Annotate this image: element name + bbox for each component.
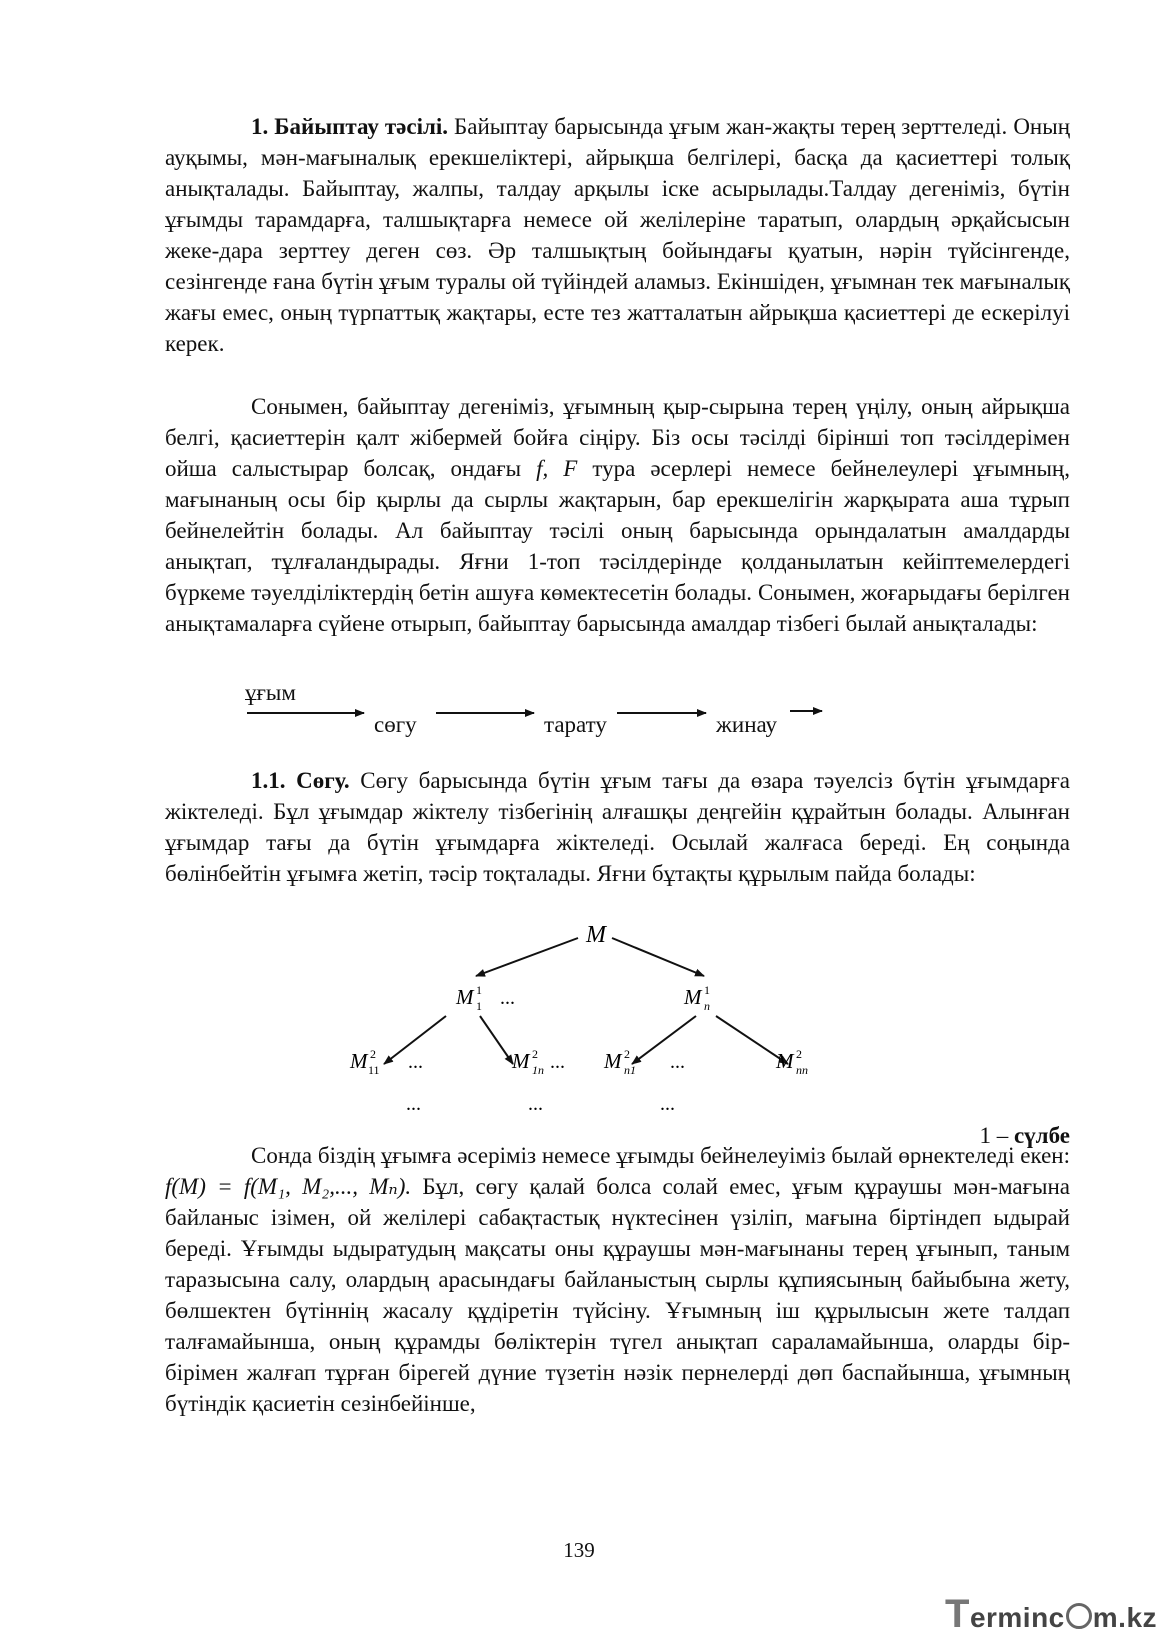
tree-node-m1-1 <box>455 983 482 1013</box>
caption-number: 1 – <box>979 1123 1014 1148</box>
tree-edge <box>476 938 578 976</box>
svg-text:1: 1 <box>476 999 482 1013</box>
svg-text:M: M <box>512 1049 530 1073</box>
formula: f(M) = f(M₁, M₂,..., Mₙ). <box>165 1174 412 1199</box>
tree-ellipsis: ... <box>408 1051 423 1073</box>
svg-text:M: M <box>350 1049 368 1073</box>
tree-ellipsis: ... <box>550 1051 565 1073</box>
section-heading-1: 1. Байыптау тәсілі. <box>251 114 449 139</box>
chain-word-taratu: тарату <box>544 712 607 737</box>
italic-symbols: f, F <box>536 456 578 481</box>
tree-root: M <box>586 922 606 948</box>
paragraph-text: Бұл, сөгу қалай болса солай емес, ұғым құраушы мән-мағына байланыс ізімен, ой желілері сабақтастық нүктесінен үзіліп, мағына біртіндеп ыдырай береді. Ұғымды ыдыратудың мақсаты оны құраушы мән-мағынаны терең ұғынып, таным таразысына салу, олардың арасындағы байланыстың сырлы құпиясының байыбына жету, бөлшектен бүтіннің жасалу құдіретін түйсіну. Ұғымның іш құрылысын жете талдап талғамайынша, оның құрамды бөліктерін түгел анықтап сараламайынша, оларды бір-бірімен жалғап тұрған бірегей дүние түзетін нәзік пернелерді дөп баспайынша, ұғымның бүтіндік қасиетін сезінбейінше, <box>165 1174 1070 1416</box>
tree-edge <box>480 1016 513 1064</box>
paragraph-sonda <box>165 1140 1070 1419</box>
tree-edge <box>612 938 704 976</box>
tree-diagram <box>340 918 880 1118</box>
svg-text:2: 2 <box>624 1047 630 1061</box>
tree-node-m1-n <box>683 983 710 1013</box>
paragraph-text: тура әсерлері немесе бейнелеулері ұғымның, мағынаның осы бір қырлы да сырлы жақтарын, бар ерекшелігін жарқырата аша тұрып бейнелейтін болады. Ал байыптау тәсілі оның барысында орындалатын амалдарды анықтап, тұлғаландырады. Яғни 1-топ тәсілдерінде қолданылатын кейіптемелердегі бүркеме тәуелділіктердің бетін ашуға көмектесетін болады. Сонымен, жоғарыдағы берілген анықтамаларға сүйене отырып, байыптау барысында амалдар тізбегі былай анықталады: <box>165 456 1070 636</box>
tree-ellipsis: ... <box>406 1093 421 1115</box>
svg-text:11: 11 <box>368 1063 380 1077</box>
svg-text:M: M <box>776 1049 794 1073</box>
paragraph-text: Сонымен, байыптау дегеніміз, ұғымның қыр-сырына терең үңілу, оның айрықша белгі, қасиеттерін қалт жібермей бойға сіңіру. Біз осы тәсілді бірінші топ тәсілдерімен ойша салыстырар болсақ, ондағы <box>165 394 1070 481</box>
tree-ellipsis: ... <box>528 1093 543 1115</box>
svg-text:n: n <box>704 999 710 1013</box>
tree-ellipsis: ... <box>670 1051 685 1073</box>
tree-edge <box>632 1016 696 1064</box>
tree-ellipsis: ... <box>660 1093 675 1115</box>
svg-text:n1: n1 <box>624 1063 636 1077</box>
tree-node-m2-11 <box>349 1047 380 1077</box>
tree-node-m2-nn <box>775 1047 808 1077</box>
svg-text:nn: nn <box>796 1063 808 1077</box>
magnifier-icon <box>1066 1603 1092 1629</box>
svg-text:M: M <box>604 1049 622 1073</box>
tree-ellipsis: ... <box>500 987 515 1009</box>
svg-text:2: 2 <box>796 1047 802 1061</box>
svg-text:1: 1 <box>704 983 710 997</box>
paragraph-sogu <box>165 765 1070 889</box>
svg-text:2: 2 <box>532 1047 538 1061</box>
svg-text:1: 1 <box>476 983 482 997</box>
tree-node-m2-1n <box>511 1047 544 1077</box>
svg-text:M: M <box>456 985 474 1009</box>
svg-text:2: 2 <box>370 1047 376 1061</box>
chain-arrows <box>0 0 1158 760</box>
svg-text:1n: 1n <box>532 1063 544 1077</box>
watermark-logo: Terminc m.kz <box>945 1592 1158 1636</box>
tree-node-m2-n1 <box>603 1047 636 1077</box>
svg-text:M: M <box>684 985 702 1009</box>
chain-word-ugym: ұғым <box>245 680 296 705</box>
paragraph-text: Сөгу барысында бүтін ұғым тағы да өзара тәуелсіз бүтін ұғымдарға жіктеледі. Бұл ұғымдар жіктелу тізбегінің алғашқы деңгейін құрайтын болады. Алынған ұғымдар тағы да бүтін ұғымдарға жіктеледі. Осылай жалғаса береді. Ең соңында бөлінбейтін ұғымға жетіп, тәсір тоқталады. Яғни бұтақты құрылым пайда болады: <box>165 768 1070 886</box>
caption-label: сүлбе <box>1013 1123 1070 1148</box>
section-heading-1-1: 1.1. Сөгу. <box>251 768 350 793</box>
chain-word-zhinau: жинау <box>716 712 778 737</box>
chain-word-sogu: сөгу <box>374 712 417 737</box>
page-number: 139 <box>563 1538 595 1562</box>
paragraph-text: Сонда біздің ұғымға әсеріміз немесе ұғымды бейнелеуіміз былай өрнектеледі екен: <box>251 1143 1070 1168</box>
paragraph-text: Байыптау барысында ұғым жан-жақты терең зерттеледі. Оның ауқымы, мән-мағыналық ерекшеліктері, айрықша белгілері, басқа да қасиеттері толық анықталады. Байыптау, жалпы, талдау арқылы іске асырылады.Талдау дегеніміз, бүтін ұғымды тарамдарға, талшықтарға немесе ой желілеріне таратып, олардың әрқайсысын жеке-дара зерттеу деген сөз. Әр талшықтың бойындағы қуатын, нәрін түйсінгенде, сезінгенде ғана бүтін ұғым туралы ой түйіндей аламыз. Екіншіден, ұғымнан тек мағыналық жағы емес, оның түрпаттық жақтары, есте тез жатталатын айрықша қасиеттері де ескерілуі керек. <box>165 114 1070 356</box>
